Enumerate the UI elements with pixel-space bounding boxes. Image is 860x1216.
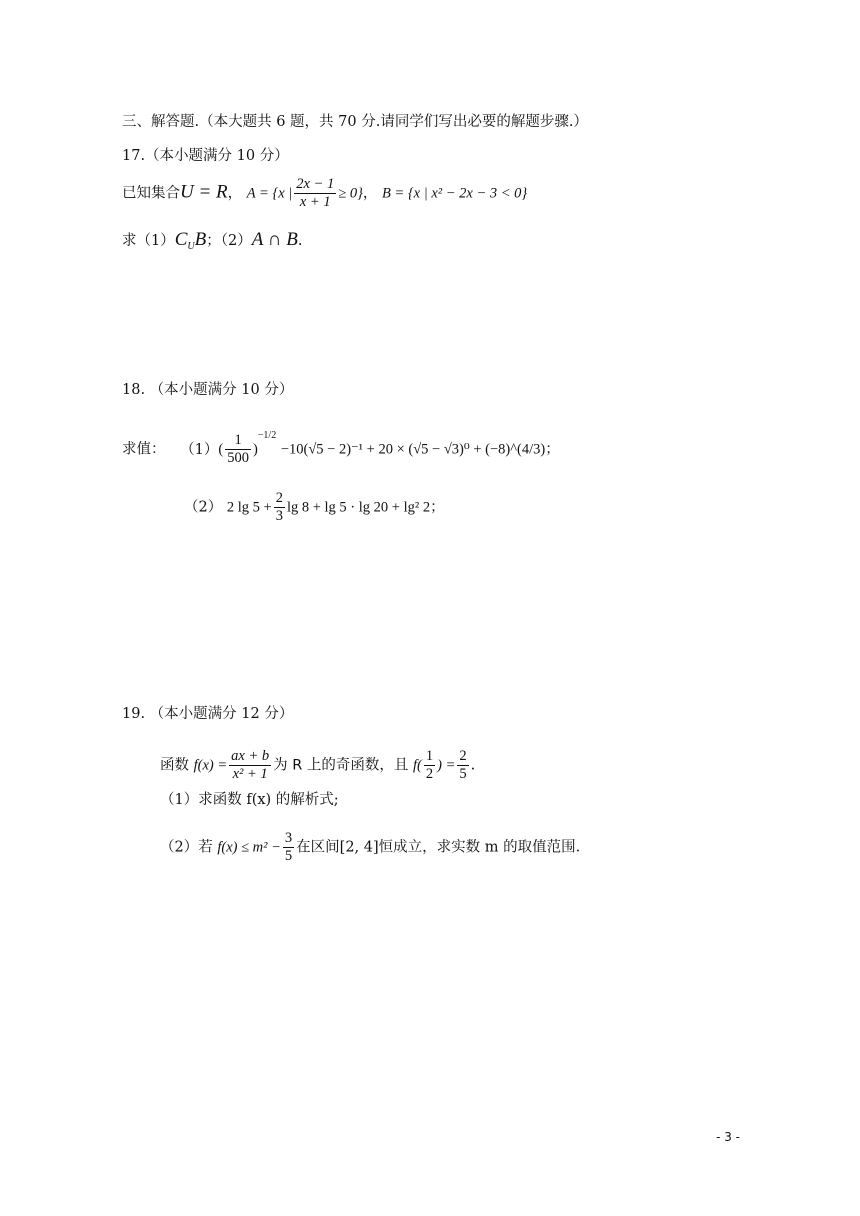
q19-value-fraction <box>457 748 468 783</box>
q18-fraction-2-3 <box>274 490 285 525</box>
q17-set-a-rhs: ≥ 0} <box>338 185 363 202</box>
q17-given-prefix: 已知集合 <box>122 185 180 202</box>
q19-f-half-mid: ) = <box>437 757 456 774</box>
q17-ask <box>122 230 302 251</box>
q19-part1: （1）求函数 f(x) 的解析式; <box>160 792 339 808</box>
q19-p2-num: 3 <box>284 830 293 846</box>
q19-intro: 函数 f(x) = $\frac{ax + b}{\text{x² + 1}}$ 为 R 上的奇函数，且 f( $\frac{1}{2}$ ) = $\frac{2}{5}$ . <box>160 748 476 782</box>
q19-f-half-lhs: f( <box>413 757 422 774</box>
q18-p2-label: （2） <box>184 499 223 516</box>
q17-comma-2: ， <box>362 185 378 202</box>
q17-complement-sub: U <box>187 240 195 252</box>
q18-frac2-den: 3 <box>275 508 283 524</box>
q18-part1: 求值： （1）( $\frac{1}{500}$ )$^{-1/2}$ −10(√5 − 2)⁻¹ + 20 × (√5 − √3)⁰ + (−8)^(4/3)； <box>122 429 560 466</box>
q17-given <box>122 176 527 211</box>
q19-half-num: 1 <box>425 748 434 764</box>
q17-set-a-fraction <box>294 176 336 211</box>
q19-part2 <box>160 830 580 865</box>
q17-ask-prefix: 求（1） <box>122 233 175 249</box>
q18-expr2-a: 2 lg 5 + <box>226 499 272 516</box>
q17-complement-b: B <box>194 229 207 250</box>
q19-intro-b: 为 R 上的奇函数，且 <box>273 757 409 774</box>
q17-comma-1: ， <box>227 185 243 202</box>
q18-frac-num: 1 <box>225 432 251 450</box>
q17-set-a-lhs: A = {x | <box>246 185 293 202</box>
q18-expr2-b: lg 8 + lg 5 · lg 20 + lg² 2 <box>286 499 431 516</box>
q17-set-b: B = {x | x² − 2x − 3 < 0} <box>381 185 528 202</box>
q18-p1-label: （1） <box>180 441 219 458</box>
q19-f-num: ax + b <box>231 748 270 764</box>
q17-complement-c: C <box>174 229 188 250</box>
q18-exponent: −1/2 <box>257 429 277 441</box>
q19-val-den: 5 <box>459 766 467 782</box>
q19-f-den: x² + 1 <box>232 766 268 782</box>
q17-frac-denominator: x + 1 <box>299 194 331 210</box>
q19-f-fraction <box>229 748 271 783</box>
q19-part2-b: 在区间[2, 4]恒成立，求实数 m 的取值范围. <box>296 839 581 856</box>
q18-frac-den: 500 <box>227 450 249 466</box>
q19-part2-ineq: f(x) ≤ m² − <box>217 839 281 856</box>
q18-frac2-num: 2 <box>275 490 283 506</box>
q19-part2-fraction <box>283 830 294 865</box>
section-header: 三、解答题.（本大题共 6 题，共 70 分.请同学们写出必要的解题步骤.） <box>122 114 588 130</box>
q19-part2-a: （2）若 <box>160 839 213 856</box>
q17-intersection: A ∩ B <box>251 229 298 250</box>
page-number: - 3 - <box>716 1130 740 1144</box>
q17-end: . <box>297 233 303 249</box>
q17-frac-numerator: 2x − 1 <box>296 176 335 192</box>
q18-part2 <box>184 490 445 525</box>
q19-intro-a: 函数 <box>160 757 189 774</box>
q17-sep: ；（2） <box>206 233 252 249</box>
q19-p2-den: 5 <box>284 848 293 864</box>
q17-universe: U = R <box>180 181 228 203</box>
q19-half-fraction <box>424 748 435 783</box>
q18-label: 求值： <box>122 441 166 458</box>
q17-header: 17.（本小题满分 10 分） <box>122 148 289 164</box>
q19-header: 19. （本小题满分 12 分） <box>122 706 294 722</box>
q19-f-lhs: f(x) = <box>193 757 228 774</box>
q18-fraction-1-500 <box>225 432 251 467</box>
q19-val-num: 2 <box>459 748 467 764</box>
q18-expr1-rest: −10(√5 − 2)⁻¹ + 20 × (√5 − √3)⁰ + (−8)^(4/3) <box>280 441 546 458</box>
q18-semi-2: ； <box>430 499 445 516</box>
q19-half-den: 2 <box>425 766 434 782</box>
q18-header: 18. （本小题满分 10 分） <box>122 382 294 398</box>
q18-semi-1: ； <box>545 441 560 458</box>
